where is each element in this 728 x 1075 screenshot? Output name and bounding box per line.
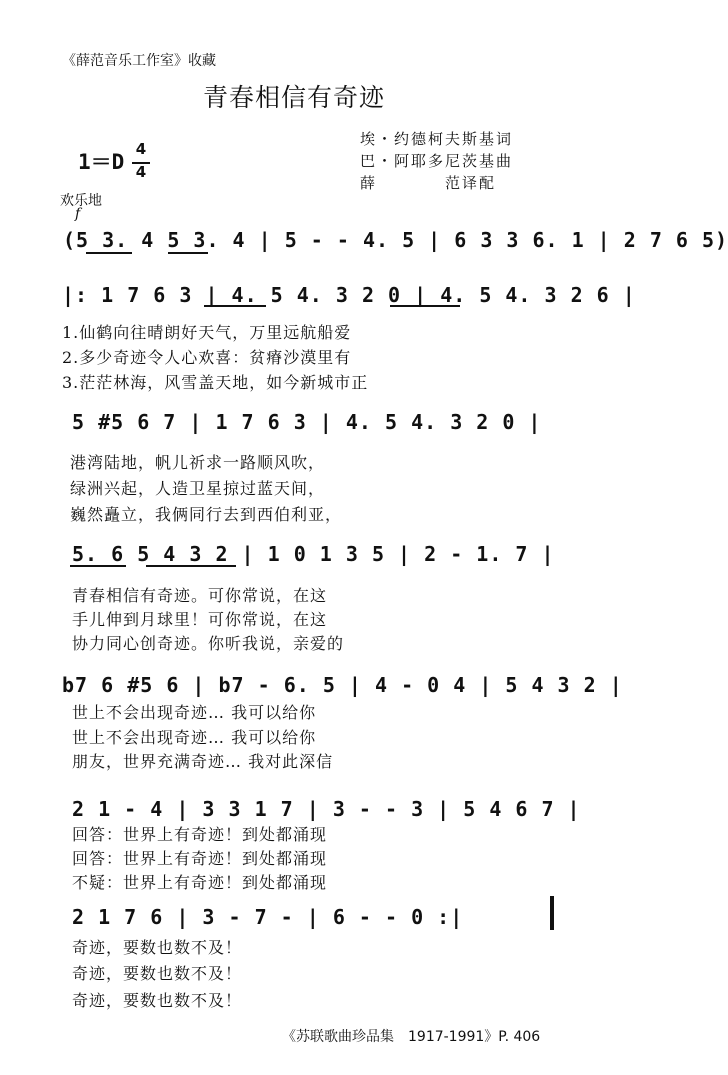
lyric-line: 回答：世界上有奇迹！到处都涌现 bbox=[72, 825, 328, 844]
notation-line: 5 #5 6 7 | 1 7 6 3 | 4. 5 4. 3 2 0 | bbox=[72, 410, 542, 434]
beam-line bbox=[390, 305, 460, 307]
translator-credit: 薛 范译配 bbox=[360, 174, 497, 192]
beam-line bbox=[146, 565, 236, 567]
beam-line bbox=[168, 252, 208, 254]
lyric-line: 青春相信有奇迹。可你常说，在这 bbox=[72, 586, 328, 605]
lyric-line: 3.茫茫林海，风雪盖天地，如今新城市正 bbox=[62, 373, 369, 392]
tempo-marking: 欢乐地 bbox=[60, 193, 102, 209]
lyric-line: 世上不会出现奇迹… 我可以给你 bbox=[72, 728, 317, 747]
beam-line bbox=[86, 252, 132, 254]
source-footer: 《苏联歌曲珍品集 1917-1991》P. 406 bbox=[282, 1029, 541, 1045]
song-title: 青春相信有奇迹 bbox=[203, 83, 386, 112]
lyric-line: 手儿伸到月球里！可你常说，在这 bbox=[72, 610, 328, 629]
final-barline bbox=[550, 896, 554, 930]
lyric-line: 世上不会出现奇迹… 我可以给你 bbox=[72, 703, 317, 722]
lyric-line: 回答：世界上有奇迹！到处都涌现 bbox=[72, 849, 328, 868]
lyric-line: 奇迹，要数也数不及！ bbox=[72, 938, 243, 957]
lyric-line: 不疑：世界上有奇迹！到处都涌现 bbox=[72, 873, 328, 892]
beam-line bbox=[204, 305, 266, 307]
lyric-line: 朋友，世界充满奇迹… 我对此深信 bbox=[72, 752, 334, 771]
notation-line: 2 1 - 4 | 3 3 1 7 | 3 - - 3 | 5 4 6 7 | bbox=[72, 797, 581, 821]
lyric-line: 绿洲兴起，人造卫星掠过蓝天间， bbox=[70, 479, 326, 498]
lyric-line: 1.仙鹤向往晴朗好天气，万里远航船爱 bbox=[62, 323, 352, 342]
composer-credit: 巴・阿耶多尼茨基曲 bbox=[360, 152, 514, 170]
notation-line: 5. 6 5 4 3 2 | 1 0 1 3 5 | 2 - 1. 7 | bbox=[72, 542, 555, 566]
time-signature-numerator: 4 bbox=[135, 140, 147, 158]
lyric-line: 巍然矗立，我俩同行去到西伯利亚， bbox=[70, 505, 343, 524]
lyricist-credit: 埃・约德柯夫斯基词 bbox=[360, 130, 514, 148]
notation-line: 2 1 7 6 | 3 - 7 - | 6 - - 0 :| bbox=[72, 905, 464, 929]
lyric-line: 奇迹，要数也数不及！ bbox=[72, 991, 243, 1010]
notation-line: b7 6 #5 6 | b7 - 6. 5 | 4 - 0 4 | 5 4 3 2 | bbox=[62, 673, 623, 697]
lyric-line: 港湾陆地，帆儿祈求一路顺风吹， bbox=[70, 453, 326, 472]
dynamic-marking: f bbox=[75, 206, 81, 222]
lyric-line: 奇迹，要数也数不及！ bbox=[72, 964, 243, 983]
notation-line: |: 1 7 6 3 | 4. 5 4. 3 2 0 | 4. 5 4. 3 2 6 | bbox=[62, 283, 636, 307]
time-signature-denominator: 4 bbox=[135, 163, 147, 181]
beam-line bbox=[70, 565, 126, 567]
key-signature: 1＝D bbox=[78, 150, 125, 174]
lyric-line: 协力同心创奇迹。你听我说，亲爱的 bbox=[72, 634, 345, 653]
lyric-line: 2.多少奇迹令人心欢喜：贫瘠沙漠里有 bbox=[62, 348, 352, 367]
studio-caption: 《薛范音乐工作室》收藏 bbox=[62, 53, 216, 69]
notation-line: (5 3. 4 5 3. 4 | 5 - - 4. 5 | 6 3 3 6. 1 | 2 7 6 5) bbox=[63, 228, 728, 252]
